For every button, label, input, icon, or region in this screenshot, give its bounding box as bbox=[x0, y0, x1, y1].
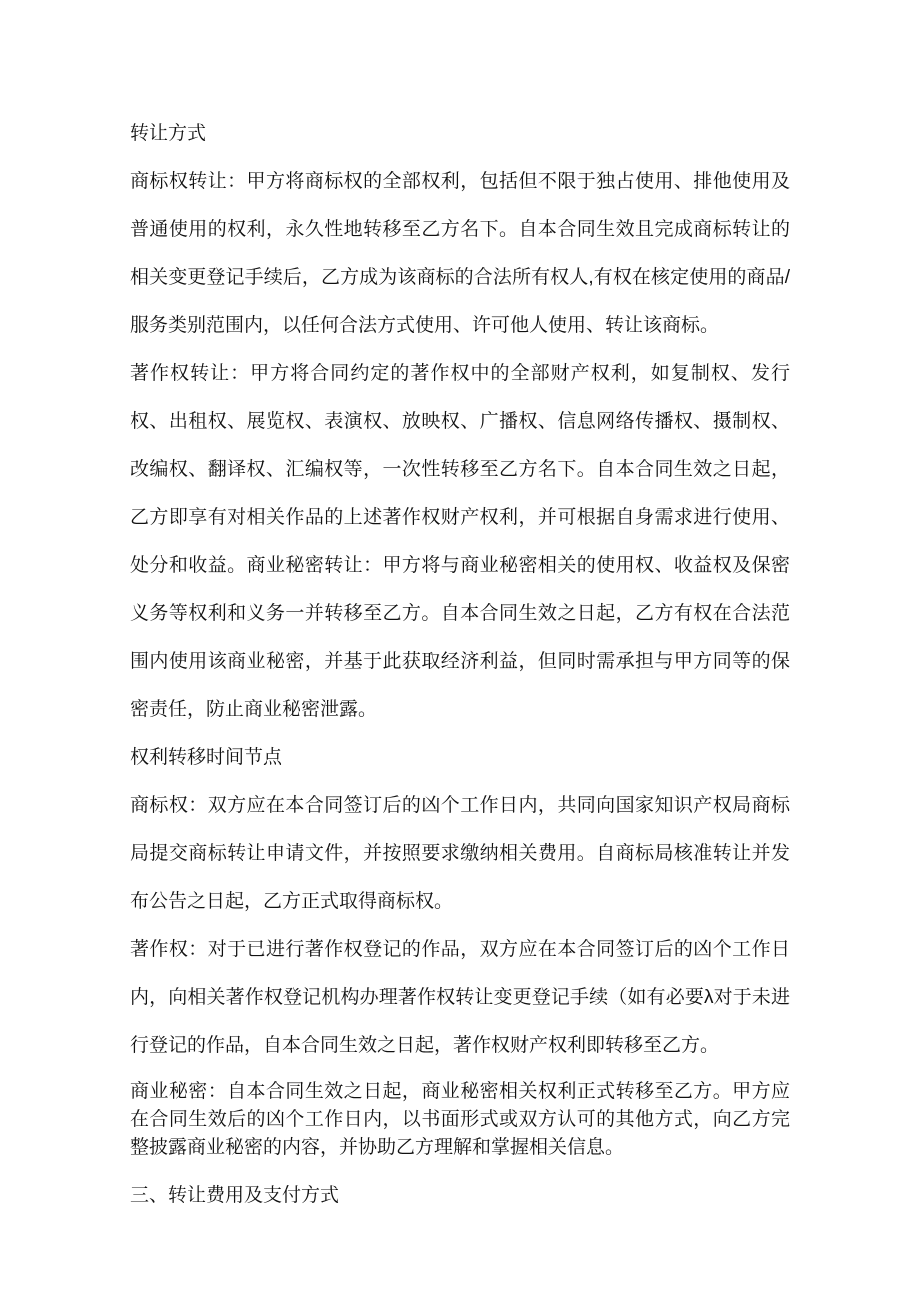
paragraph-trademark-rights-transfer: 商标权转让：甲方将商标权的全部权利，包括但不限于独占使用、排他使用及普通使用的权利，永久性地转移至乙方名下。自本合同生效且完成商标转让的相关变更登记手续后，乙方成为该商标的合法所有权人,有权在核定使用的商品/服务类别范围内，以任何合法方式使用、许可他人使用、转让该商标。 bbox=[130, 171, 790, 336]
heading-transfer-fee-and-payment: 三、转让费用及支付方式 bbox=[130, 1185, 340, 1206]
paragraph-trademark-timeline: 商标权：双方应在本合同签订后的凶个工作日内，共同向国家知识产权局商标局提交商标转让申请文件，并按照要求缴纳相关费用。自商标局核准转让并发布公告之日起，乙方正式取得商标权。 bbox=[130, 795, 790, 912]
paragraph-copyright-timeline: 著作权：对于已进行著作权登记的作品，双方应在本合同签订后的凶个工作日内，向相关著作权登记机构办理著作权转让变更登记手续（如有必要λ对于未进行登记的作品，自本合同生效之日起，著作权财产权利即转移至乙方。 bbox=[130, 939, 790, 1056]
paragraph-trade-secret-timeline: 商业秘密：自本合同生效之日起，商业秘密相关权利正式转移至乙方。甲方应在合同生效后的凶个工作日内，以书面形式或双方认可的其他方式，向乙方完整披露商业秘密的内容，并协助乙方理解和掌握相关信息。 bbox=[130, 1081, 790, 1158]
heading-rights-transfer-timeline: 权利转移时间节点 bbox=[130, 747, 283, 768]
heading-transfer-method: 转让方式 bbox=[130, 123, 207, 144]
paragraph-copyright-and-trade-secret-transfer: 著作权转让：甲方将合同约定的著作权中的全部财产权利，如复制权、发行权、出租权、展览权、表演权、放映权、广播权、信息网络传播权、摄制权、改编权、翻译权、汇编权等，一次性转移至乙方名下。自本合同生效之日起，乙方即享有对相关作品的上述著作权财产权利，并可根据自身需求进行使用、处分和收益。商业秘密转让：甲方将与商业秘密相关的使用权、收益权及保密义务等权利和义务一并转移至乙方。自本合同生效之日起，乙方有权在合法范围内使用该商业秘密，并基于此获取经济利益，但同时需承担与甲方同等的保密责任，防止商业秘密泄露。 bbox=[130, 363, 790, 720]
